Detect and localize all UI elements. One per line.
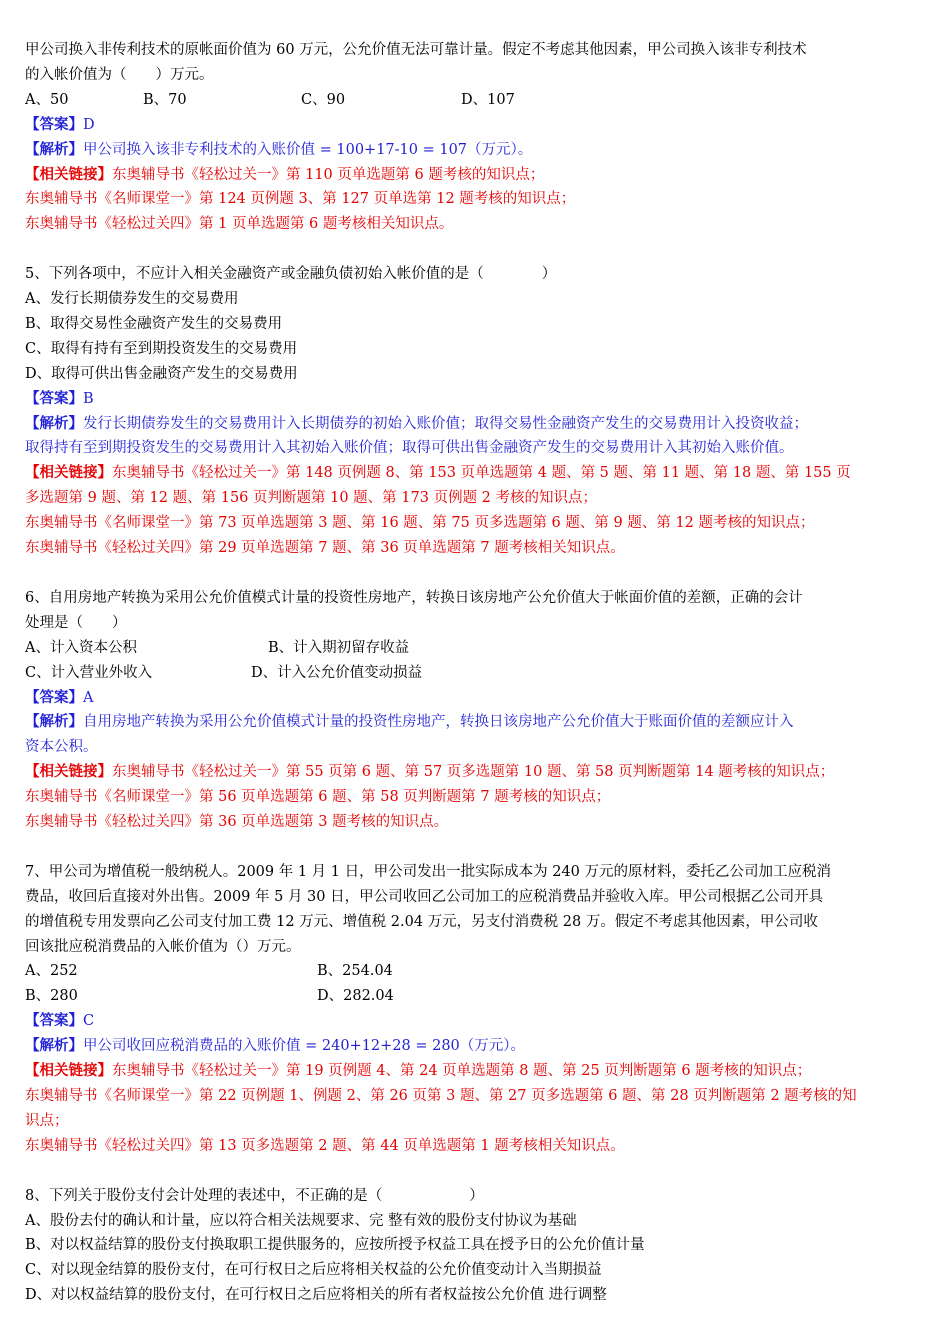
analysis-text: 自用房地产转换为采用公允价值模式计量的投资性房地产，转换日该房地产公允价值大于账面价值的差额应计入 [83, 714, 794, 731]
question-stem: 的入帐价值为（ ）万元。 [25, 66, 214, 83]
link-line: 东奥辅导书《轻松过关四》第 36 页单选题第 3 题考核的知识点。 [25, 814, 449, 831]
analysis-line [25, 138, 927, 163]
answer-line [25, 686, 927, 711]
question-5 [25, 262, 927, 561]
question-stem: 的增值税专用发票向乙公司支付加工费 12 万元、增值税 2.04 万元，另支付消费税 28 万。假定不考虑其他因素，甲公司收 [25, 913, 818, 930]
options-row [25, 661, 927, 686]
link-text: 东奥辅导书《轻松过关一》第 19 页例题 4、第 24 页单选题第 8 题、第 25 页判断题第 6 题考核的知识点； [112, 1063, 812, 1080]
answer-line [25, 1009, 927, 1034]
option-b: B、取得交易性金融资产发生的交易费用 [25, 315, 283, 332]
spacer [25, 1159, 927, 1184]
link-line: 东奥辅导书《名师课堂一》第 22 页例题 1、例题 2、第 26 页第 3 题、第 27 页多选题第 6 题、第 28 页判断题第 2 题考核的知 [25, 1088, 857, 1105]
option-b: B、254.04 [317, 963, 393, 980]
answer-line [25, 387, 927, 412]
question-stem: 费品，收回后直接对外出售。2009 年 5 月 30 日，甲公司收回乙公司加工的应税消费品并验收入库。甲公司根据乙公司开具 [25, 888, 824, 905]
document-page [25, 38, 927, 1308]
answer-tag: 【答案】 [25, 389, 83, 407]
question-stem: 甲公司换入非传利技术的原帐面价值为 60 万元，公允价值无法可靠计量。假定不考虑其他因素，甲公司换入该非专利技术 [25, 42, 807, 58]
answer-tag: 【答案】 [25, 1012, 83, 1030]
question-stem: 8、下列关于股份支付会计处理的表述中，不正确的是（ ） [25, 1187, 484, 1204]
question-stem: 回该批应税消费品的入帐价值为（）万元。 [25, 938, 301, 955]
analysis-text: 发行长期债券发生的交易费用计入长期债券的初始入账价值；取得交易性金融资产发生的交易费用计入投资收益； [83, 415, 808, 432]
link-line [25, 1059, 927, 1084]
option-b: B、对以权益结算的股份支付换取职工提供服务的，应按所授予权益工具在授予日的公允价值计量 [25, 1237, 645, 1254]
analysis-tag: 【解析】 [25, 140, 83, 158]
option-d: D、计入公允价值变动损益 [251, 664, 423, 681]
option-c: C、取得有持有至到期投资发生的交易费用 [25, 340, 298, 357]
option-a: A、发行长期债券发生的交易费用 [25, 291, 239, 308]
question-4 [25, 38, 927, 237]
option-d: D、107 [461, 91, 515, 108]
option-a: A、股份去付的确认和计量，应以符合相关法规要求、完 整有效的股份支付协议为基础 [25, 1212, 577, 1229]
options-row [25, 88, 927, 113]
option-b: B、计入期初留存收益 [268, 639, 410, 656]
question-8 [25, 1184, 927, 1309]
question-7 [25, 860, 927, 1159]
option-a: A、252 [25, 963, 78, 980]
analysis-text: 甲公司换入该非专利技术的入账价值 = 100+17-10 = 107（万元）。 [83, 141, 533, 158]
analysis-line [25, 710, 927, 735]
analysis-tag: 【解析】 [25, 414, 83, 432]
options-row [25, 636, 927, 661]
question-stem: 6、自用房地产转换为采用公允价值模式计量的投资性房地产，转换日该房地产公允价值大于帐面价值的差额，正确的会计 [25, 589, 803, 606]
link-tag: 【相关链接】 [25, 165, 112, 183]
link-text: 东奥辅导书《轻松过关一》第 148 页例题 8、第 153 页单选题第 4 题、第 5 题、第 11 题、第 18 题、第 155 页 [112, 465, 851, 482]
analysis-line: 资本公积。 [25, 739, 98, 756]
question-6 [25, 586, 927, 835]
options-row [25, 959, 927, 984]
answer-tag: 【答案】 [25, 688, 83, 706]
link-text: 东奥辅导书《轻松过关一》第 110 页单选题第 6 题考核的知识点； [112, 166, 545, 183]
question-stem: 处理是（ ） [25, 614, 127, 631]
analysis-tag: 【解析】 [25, 1037, 83, 1055]
option-a: A、50 [25, 91, 69, 108]
question-stem: 7、甲公司为增值税一般纳税人。2009 年 1 月 1 日，甲公司发出一批实际成本为 240 万元的原材料，委托乙公司加工应税消 [25, 863, 832, 880]
link-line: 东奥辅导书《轻松过关四》第 13 页多选题第 2 题、第 44 页单选题第 1 题考核相关知识点。 [25, 1137, 625, 1154]
link-line [25, 760, 927, 785]
answer-value: A [83, 689, 94, 706]
link-line: 东奥辅导书《名师课堂一》第 124 页例题 3、第 127 页单选第 12 题考核的知识点； [25, 191, 576, 208]
link-line: 东奥辅导书《名师课堂一》第 73 页单选题第 3 题、第 16 题、第 75 页多选题第 6 题、第 9 题、第 12 题考核的知识点； [25, 515, 815, 532]
answer-value: C [83, 1013, 95, 1030]
link-line: 东奥辅导书《轻松过关四》第 1 页单选题第 6 题考核相关知识点。 [25, 216, 454, 233]
analysis-line [25, 412, 927, 437]
option-d: D、对以权益结算的股份支付，在可行权日之后应将相关的所有者权益按公允价值 进行调整 [25, 1287, 607, 1304]
analysis-text: 甲公司收回应税消费品的入账价值 = 240+12+28 = 280（万元）。 [83, 1038, 526, 1055]
spacer [25, 561, 927, 586]
analysis-line [25, 1034, 927, 1059]
option-c: C、对以现金结算的股份支付，在可行权日之后应将相关权益的公允价值变动计入当期损益 [25, 1262, 602, 1279]
option-b: B、70 [143, 91, 187, 108]
question-stem: 5、下列各项中，不应计入相关金融资产或金融负债初始入帐价值的是（ ） [25, 266, 557, 283]
option-d: D、282.04 [317, 988, 394, 1005]
link-line: 东奥辅导书《名师课堂一》第 56 页单选题第 6 题、第 58 页判断题第 7 题考核的知识点； [25, 789, 611, 806]
answer-value: D [83, 116, 95, 133]
link-line [25, 163, 927, 188]
option-d: D、取得可供出售金融资产发生的交易费用 [25, 365, 298, 382]
spacer [25, 237, 927, 262]
answer-line [25, 113, 927, 138]
options-row [25, 984, 927, 1009]
link-tag: 【相关链接】 [25, 464, 112, 482]
option-c: C、计入营业外收入 [25, 664, 153, 681]
answer-tag: 【答案】 [25, 115, 83, 133]
link-text: 东奥辅导书《轻松过关一》第 55 页第 6 题、第 57 页多选题第 10 题、第 58 页判断题第 14 题考核的知识点； [112, 764, 835, 781]
spacer [25, 835, 927, 860]
analysis-line: 取得持有至到期投资发生的交易费用计入其初始入账价值；取得可供出售金融资产发生的交易费用计入其初始入账价值。 [25, 440, 794, 457]
option-c: C、90 [301, 91, 346, 108]
link-line: 识点； [25, 1112, 69, 1129]
option-b: B、280 [25, 988, 78, 1005]
option-a: A、计入资本公积 [25, 639, 137, 656]
link-line [25, 461, 927, 486]
link-line: 多选题第 9 题、第 12 题、第 156 页判断题第 10 题、第 173 页例题 2 考核的知识点； [25, 490, 598, 507]
link-line: 东奥辅导书《轻松过关四》第 29 页单选题第 7 题、第 36 页单选题第 7 题考核相关知识点。 [25, 540, 625, 557]
analysis-tag: 【解析】 [25, 713, 83, 731]
link-tag: 【相关链接】 [25, 1062, 112, 1080]
answer-value: B [83, 390, 94, 407]
link-tag: 【相关链接】 [25, 763, 112, 781]
